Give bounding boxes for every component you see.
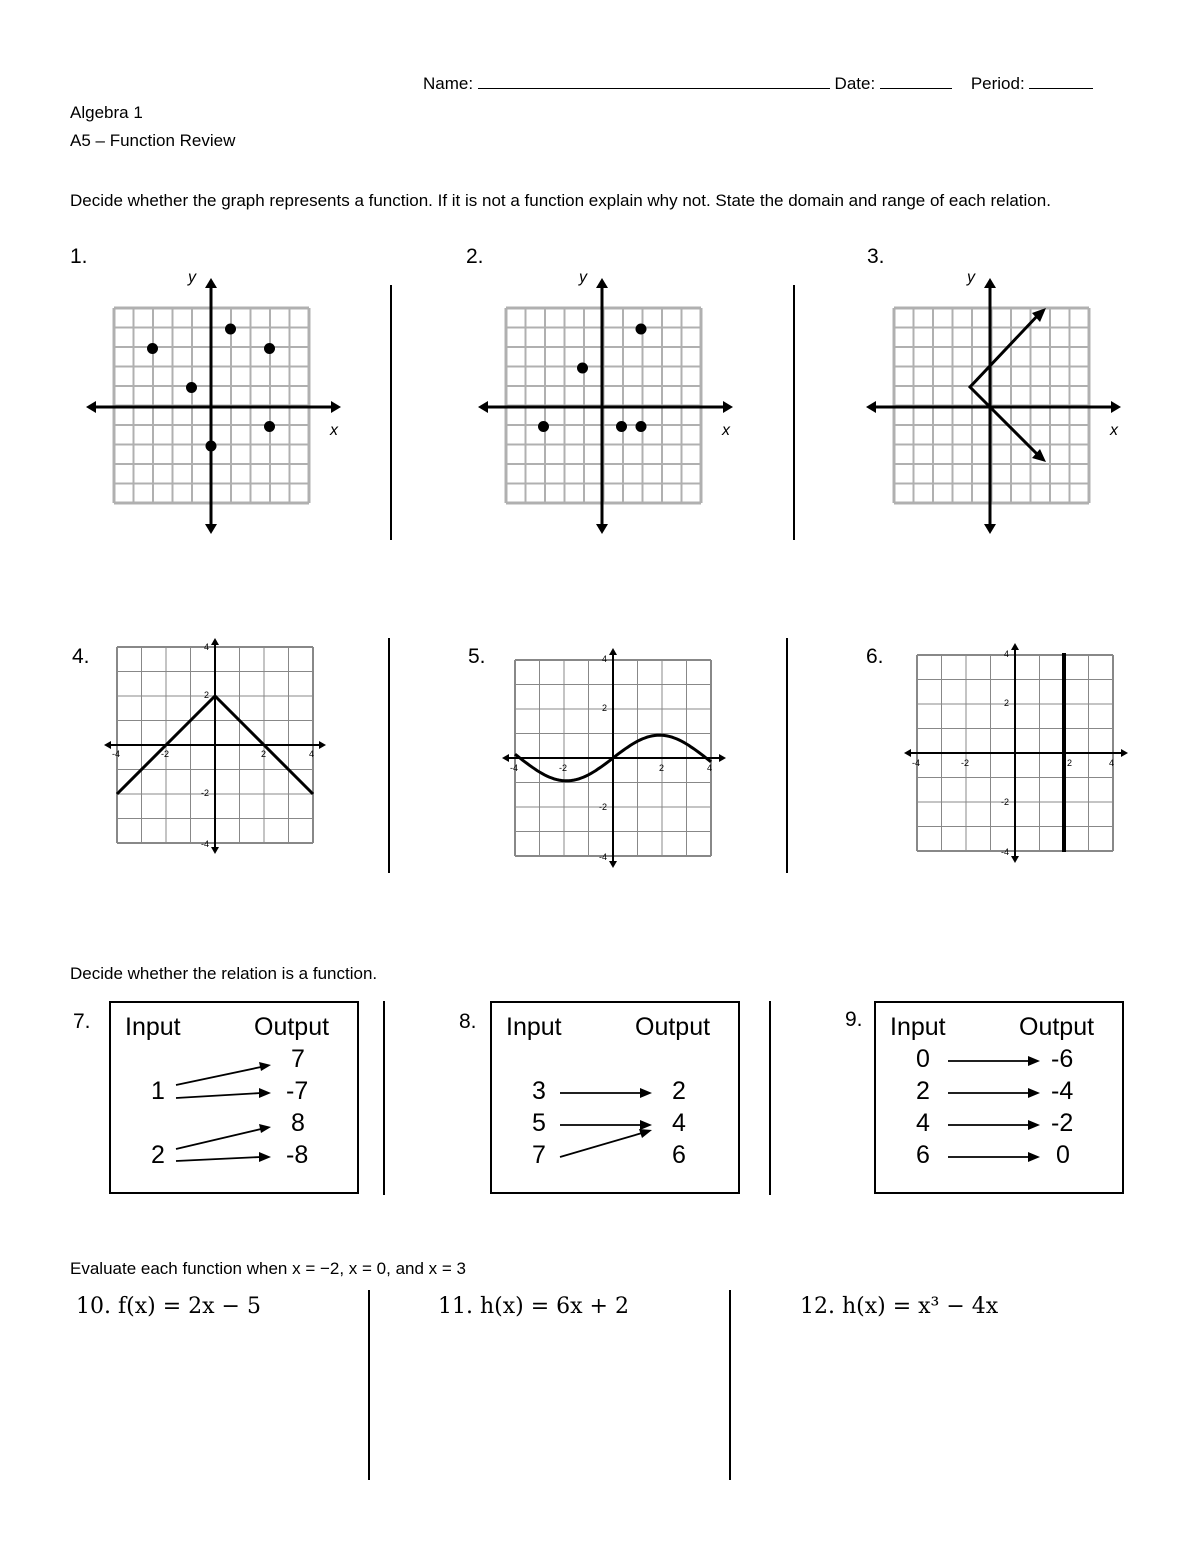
output-9-3: -2: [1051, 1109, 1074, 1137]
date-field[interactable]: [880, 88, 952, 89]
graph-6-y-arrow-down: [1011, 856, 1019, 863]
date-label: Date:: [834, 74, 876, 93]
graph-5-y-arrow-up: [609, 648, 617, 655]
graph-1-y-label: y: [188, 269, 196, 286]
output-8-2: 4: [672, 1109, 686, 1137]
graph-1: [80, 262, 350, 542]
arrow-9-b-head: [1028, 1088, 1040, 1098]
arrow-7-a: [176, 1067, 261, 1085]
graph-2-y-label: y: [579, 269, 587, 286]
output-header-8: Output: [635, 1013, 711, 1041]
arrows-7: [111, 1003, 357, 1192]
problem-1-number: 1.: [70, 245, 88, 268]
graph-6-x-arrow-right: [1121, 749, 1128, 757]
output-header-9: Output: [1019, 1013, 1095, 1041]
input-header-7: Input: [125, 1013, 181, 1041]
graph-2-point-4: [636, 421, 647, 432]
arrow-7-c-head: [259, 1124, 271, 1133]
arrow-9-c-head: [1028, 1120, 1040, 1130]
graph-5-tick-x-2: 2: [659, 763, 665, 773]
problem-4-number: 4.: [72, 645, 90, 668]
output-7-2: -7: [286, 1077, 309, 1105]
arrow-7-c: [176, 1129, 261, 1149]
graph-2-y-arrow-down: [596, 524, 608, 534]
divider-10-11: [368, 1290, 370, 1480]
divider-2-3: [793, 285, 795, 540]
output-9-4: 0: [1056, 1141, 1070, 1169]
problem-3-number: 3.: [867, 245, 885, 268]
output-header-7: Output: [254, 1013, 330, 1041]
input-9-3: 4: [916, 1109, 930, 1137]
input-7-2: 2: [151, 1141, 165, 1169]
input-9-2: 2: [916, 1077, 930, 1105]
graph-6-tick-y-2: 2: [1004, 698, 1010, 708]
graph-6: [900, 640, 1130, 865]
graph-2: [472, 262, 742, 542]
arrows-8: [492, 1003, 738, 1192]
graph-2-point-1: [538, 421, 549, 432]
divider-8-9: [769, 1001, 771, 1195]
graph-5: [498, 645, 728, 870]
graph-4-tick-x-neg2: -2: [161, 749, 170, 759]
divider-1-2: [390, 285, 392, 540]
arrow-7-d: [176, 1157, 261, 1161]
graph-3-x-label: x: [1110, 422, 1118, 439]
arrow-8-c-head: [639, 1129, 652, 1138]
problem-10-function: 10. f(x) = 2x − 5: [76, 1294, 261, 1319]
arrow-8-c: [560, 1133, 642, 1157]
problem-11-function: 11. h(x) = 6x + 2: [438, 1294, 629, 1319]
graph-6-tick-y-neg2: -2: [1001, 797, 1010, 807]
input-8-3: 7: [532, 1141, 546, 1169]
graph-3-y-arrow-down: [984, 524, 996, 534]
output-7-1: 7: [291, 1045, 305, 1073]
graph-2-point-3: [616, 421, 627, 432]
output-7-3: 8: [291, 1109, 305, 1137]
graph-5-tick-x-4: 4: [707, 763, 713, 773]
output-9-1: -6: [1051, 1045, 1074, 1073]
arrow-7-b: [176, 1093, 261, 1098]
graph-4-x-arrow-left: [104, 741, 111, 749]
graph-4-tick-y-neg4: -4: [201, 839, 210, 849]
graph-4-tick-x-neg4: -4: [112, 749, 121, 759]
graph-2-x-arrow-left: [478, 401, 488, 413]
divider-11-12: [729, 1290, 731, 1480]
name-label: Name:: [423, 74, 474, 93]
divider-5-6: [786, 638, 788, 873]
graph-6-tick-y-4: 4: [1004, 649, 1010, 659]
graph-2-y-arrow-up: [596, 278, 608, 288]
problem-2-number: 2.: [466, 245, 484, 268]
graph-5-x-arrow-left: [502, 754, 509, 762]
arrow-9-a-head: [1028, 1056, 1040, 1066]
input-9-4: 6: [916, 1141, 930, 1169]
graph-4-tick-x-2: 2: [261, 749, 267, 759]
graph-5-tick-y-2: 2: [602, 703, 608, 713]
problem-7-number: 7.: [73, 1010, 91, 1033]
output-7-4: -8: [286, 1141, 309, 1169]
mapping-box-8: [490, 1001, 740, 1194]
graph-1-x-arrow-left: [86, 401, 96, 413]
graph-4-x-arrow-right: [319, 741, 326, 749]
graph-5-y-arrow-down: [609, 861, 617, 868]
graph-1-x-arrow-right: [331, 401, 341, 413]
section1-instructions: Decide whether the graph represents a function. If it is not a function explain why not. State the domain and range of each relation.: [70, 191, 1051, 210]
arrow-7-d-head: [259, 1152, 271, 1162]
arrow-7-b-head: [259, 1088, 271, 1098]
graph-6-tick-x-4: 4: [1109, 758, 1115, 768]
graph-1-point-4: [264, 343, 275, 354]
problem-12-function: 12. h(x) = x³ − 4x: [800, 1294, 999, 1319]
graph-4-tick-y-4: 4: [204, 642, 210, 652]
graph-5-tick-y-neg4: -4: [599, 852, 608, 862]
graph-6-tick-x-neg4: -4: [912, 758, 921, 768]
input-header-9: Input: [890, 1013, 946, 1041]
problem-9-number: 9.: [845, 1008, 863, 1031]
graph-4: [100, 635, 330, 855]
graph-5-x-arrow-right: [719, 754, 726, 762]
mapping-box-9: [874, 1001, 1124, 1194]
graph-1-point-5: [206, 441, 217, 452]
graph-2-x-label: x: [722, 422, 730, 439]
graph-6-tick-x-2: 2: [1067, 758, 1073, 768]
graph-3-y-label: y: [967, 269, 975, 286]
arrow-8-a-head: [640, 1088, 652, 1098]
graph-1-y-arrow-down: [205, 524, 217, 534]
student-info-line: [423, 74, 1093, 94]
graph-6-y-arrow-up: [1011, 643, 1019, 650]
graph-1-point-1: [147, 343, 158, 354]
graph-4-tick-x-4: 4: [309, 749, 315, 759]
graph-1-x-label: x: [330, 422, 338, 439]
course-title: Algebra 1: [70, 103, 143, 122]
section2-instructions: Decide whether the relation is a function.: [70, 964, 378, 983]
graph-6-tick-x-neg2: -2: [961, 758, 970, 768]
graph-3-y-arrow-up: [984, 278, 996, 288]
name-field[interactable]: [478, 88, 830, 89]
input-header-8: Input: [506, 1013, 562, 1041]
problem-8-number: 8.: [459, 1010, 477, 1033]
graph-6-tick-y-neg4: -4: [1001, 847, 1010, 857]
graph-5-tick-y-4: 4: [602, 654, 608, 664]
graph-5-tick-x-neg2: -2: [559, 763, 568, 773]
problem-6-number: 6.: [866, 645, 884, 668]
graph-6-x-arrow-left: [904, 749, 911, 757]
graph-1-y-arrow-up: [205, 278, 217, 288]
divider-4-5: [388, 638, 390, 873]
input-9-1: 0: [916, 1045, 930, 1073]
output-9-2: -4: [1051, 1077, 1074, 1105]
output-8-3: 6: [672, 1141, 686, 1169]
output-8-1: 2: [672, 1077, 686, 1105]
section3-instructions: Evaluate each function when x = −2, x = 0, and x = 3: [70, 1259, 466, 1278]
graph-4-tick-y-neg2: -2: [201, 788, 210, 798]
graph-3-x-arrow-left: [866, 401, 876, 413]
graph-2-point-5: [636, 324, 647, 335]
period-label: Period:: [970, 74, 1025, 93]
arrow-9-d-head: [1028, 1152, 1040, 1162]
graph-1-point-3: [225, 324, 236, 335]
arrow-7-a-head: [259, 1062, 271, 1071]
graph-2-x-arrow-right: [723, 401, 733, 413]
mapping-box-7: [109, 1001, 359, 1194]
arrow-8-b-head: [640, 1120, 652, 1130]
graph-1-point-2: [186, 382, 197, 393]
graph-4-y-arrow-down: [211, 847, 219, 854]
input-8-1: 3: [532, 1077, 546, 1105]
input-8-2: 5: [532, 1109, 546, 1137]
graph-5-tick-x-neg4: -4: [510, 763, 519, 773]
graph-5-tick-y-neg2: -2: [599, 802, 608, 812]
graph-2-point-2: [577, 363, 588, 374]
graph-4-y-arrow-up: [211, 638, 219, 645]
divider-7-8: [383, 1001, 385, 1195]
input-7-1: 1: [151, 1077, 165, 1105]
graph-3: [860, 262, 1130, 542]
graph-4-tick-y-2: 2: [204, 690, 210, 700]
graph-3-x-arrow-right: [1111, 401, 1121, 413]
problem-5-number: 5.: [468, 645, 486, 668]
graph-1-point-6: [264, 421, 275, 432]
unit-title: A5 – Function Review: [70, 131, 236, 150]
arrows-9: [876, 1003, 1122, 1192]
period-field[interactable]: [1029, 88, 1093, 89]
